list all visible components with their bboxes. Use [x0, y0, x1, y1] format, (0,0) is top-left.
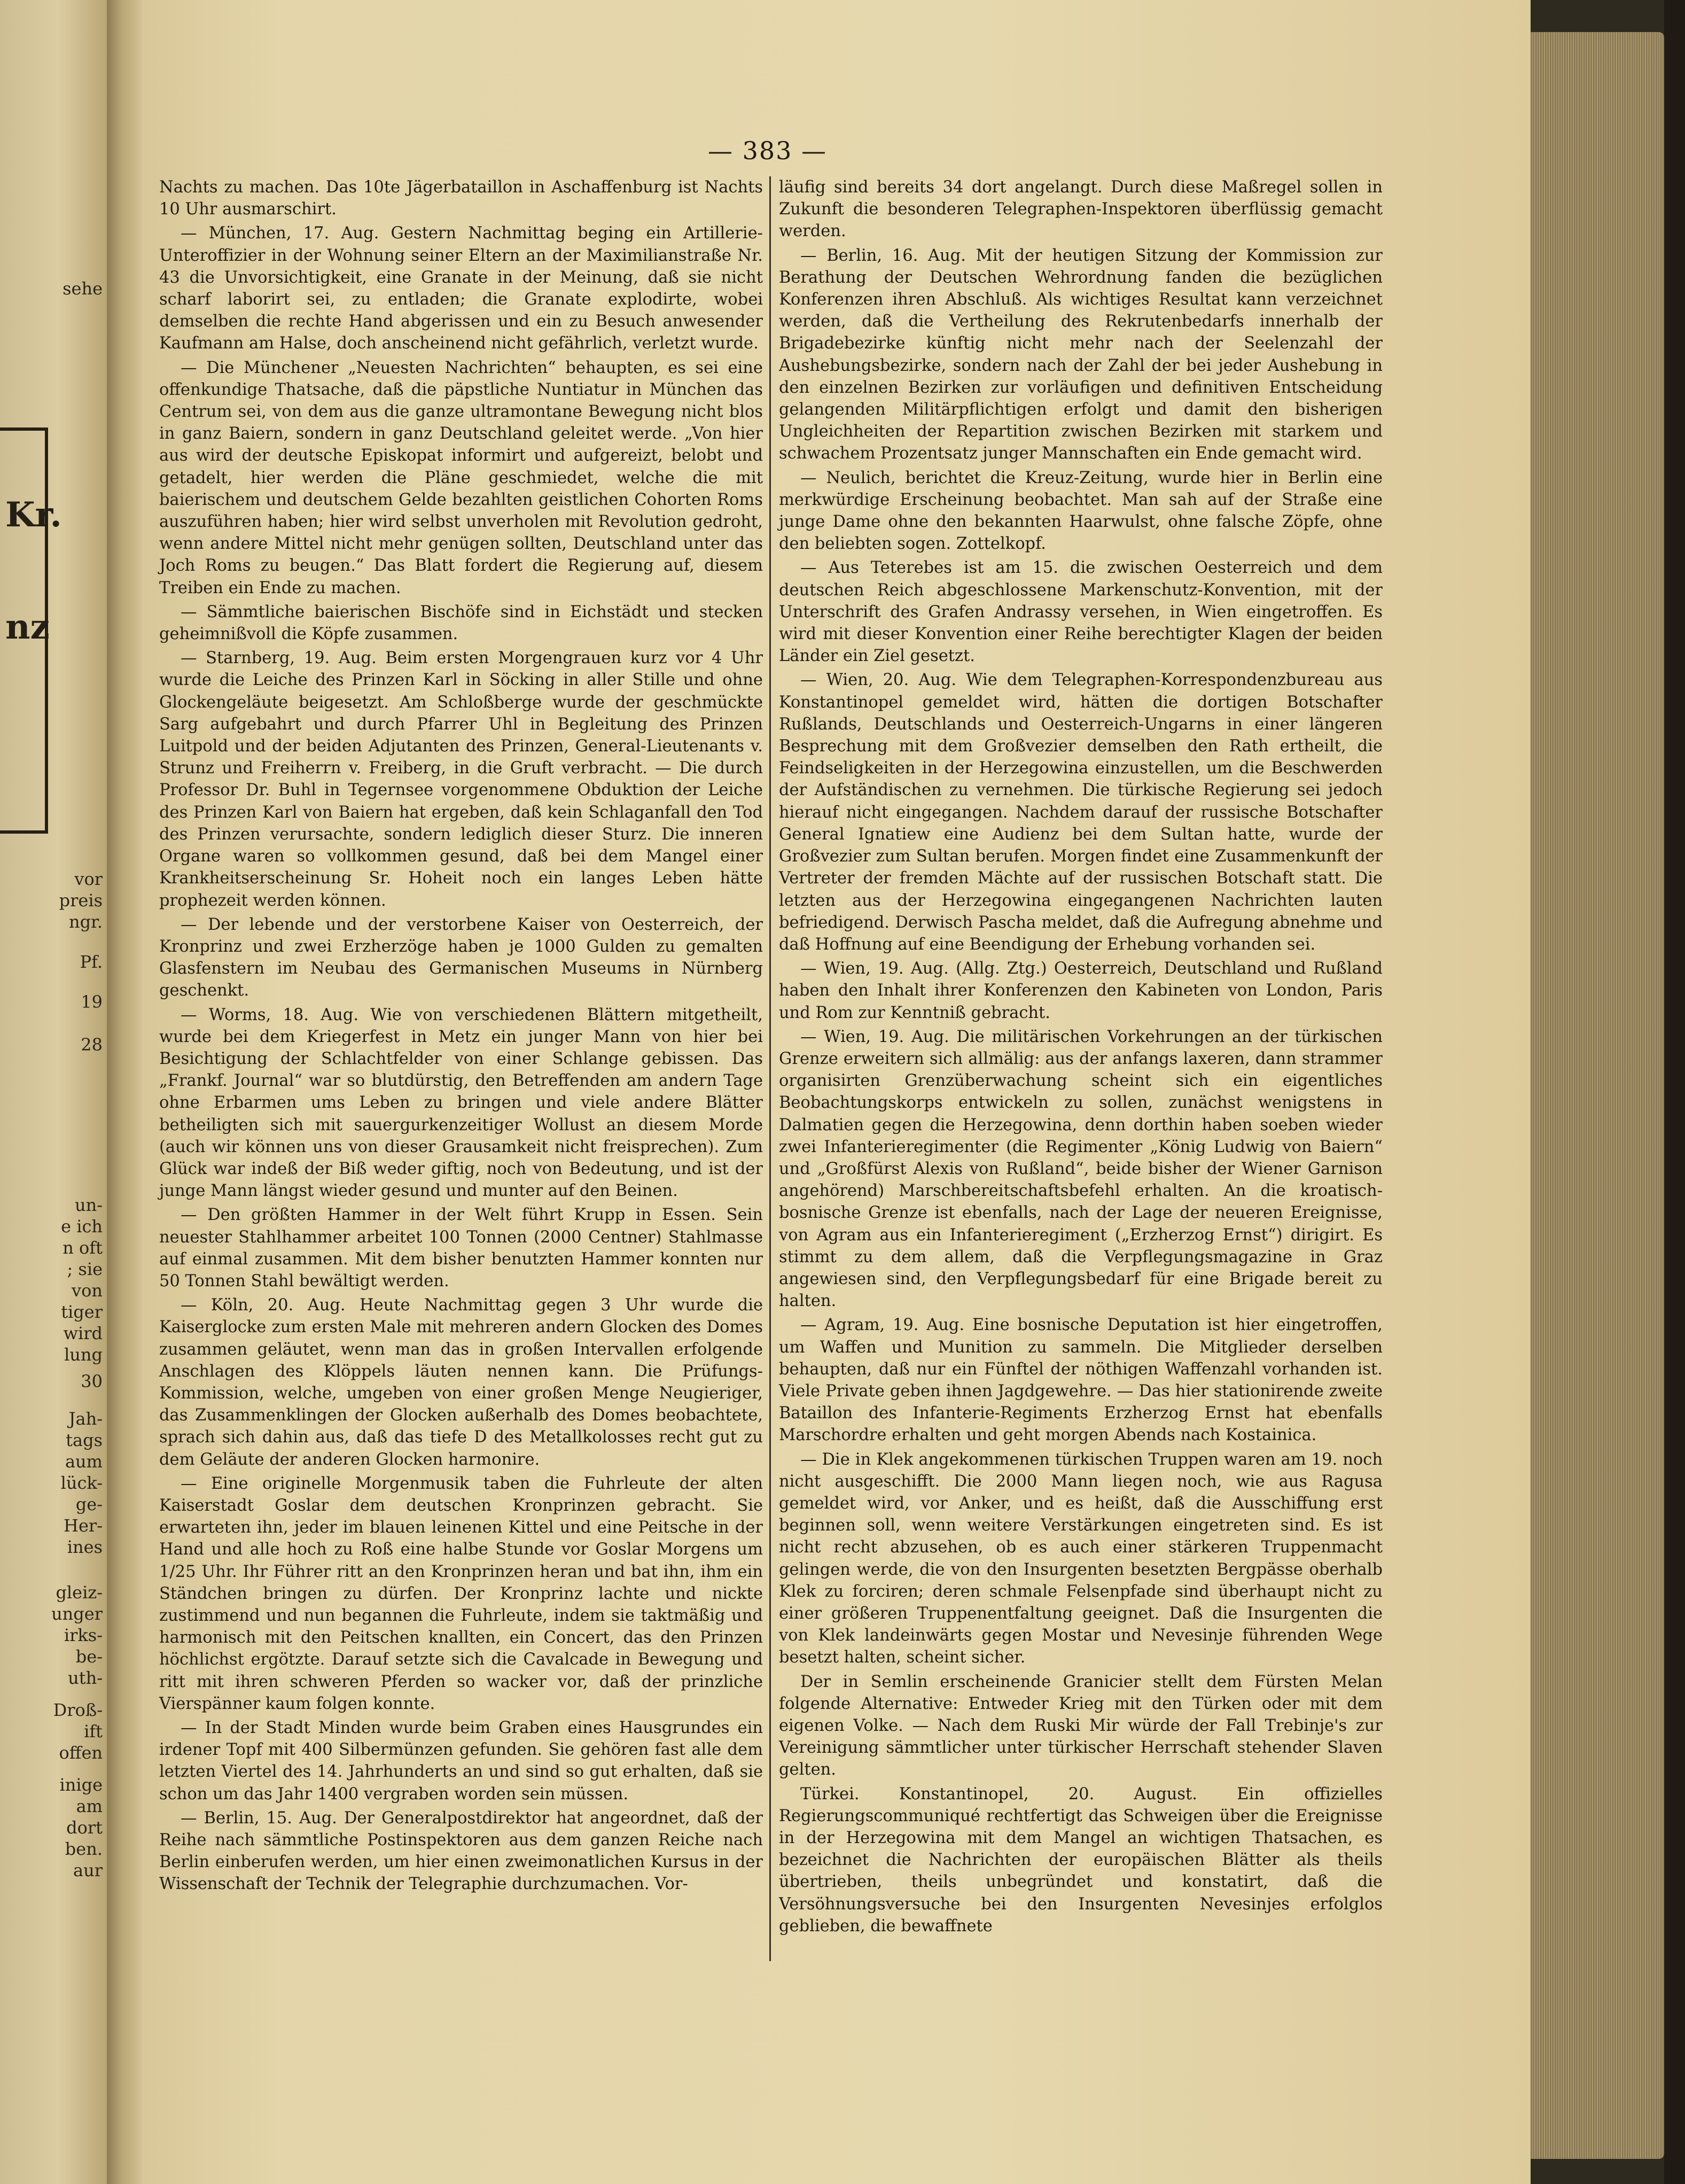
left-page-fragment: inige — [59, 1775, 103, 1795]
left-text-column — [159, 176, 763, 1898]
left-page-fragment: Droß- — [53, 1700, 103, 1720]
left-page-fragment: uth- — [68, 1668, 103, 1688]
article-paragraph: — Der lebende und der verstorbene Kaiser von Oesterreich, der Kronprinz und zwei Erzherzöge haben je 1000 Gulden zu gemalten Glasfenstern im Neubau des Germanischen Museums in Nürnberg geschenkt. — [159, 915, 763, 1000]
book-cover — [1664, 0, 1685, 2184]
left-fragment-box-1: Kr. — [5, 495, 62, 535]
article-paragraph: — Aus Teterebes ist am 15. die zwischen Oesterreich und dem deutschen Reich abgeschlossene Markenschutz-Konvention, mit der Unterschrift des Grafen Andrassy versehen, in Wien eingetroffen. Es wird mit dieser Konvention einer Reihe berechtigter Klagen der beiden Länder ein Ziel gesetzt. — [779, 558, 1383, 666]
left-page-fragment: lück- — [60, 1473, 103, 1493]
left-page-fragment: tiger — [61, 1302, 103, 1322]
left-page-fragment: preis — [59, 890, 103, 911]
left-page-fragment: n oft — [63, 1238, 103, 1258]
article-paragraph: — Berlin, 16. Aug. Mit der heutigen Sitzung der Kommission zur Berathung der Deutschen Wehrordnung fanden die bezüglichen Konferenzen ihren Abschluß. Als wichtiges Resultat kann verzeichnet werden, daß die Vertheilung des Rekrutenbedarfs innerhalb der Brigadebezirke künftig nicht mehr nach der Seelenzahl der Aushebungsbezirke, sondern nach der Zahl der bei jeder Aushebung in den einzelnen Bezirken zur vorläufigen und definitiven Entscheidung gelangenden Militärpflichtigen erfolgt und damit den bisherigen Ungleichheiten der Repartition zwischen Bezirken mit starkem und schwachem Prozentsatz junger Mannschaften ein Ende gemacht wird. — [779, 246, 1383, 463]
left-page-fragment: irks- — [64, 1625, 103, 1645]
left-page-fragment: ift — [84, 1721, 103, 1742]
article-paragraph: Der in Semlin erscheinende Granicier stellt dem Fürsten Melan folgende Alternative: Entweder Krieg mit den Türken oder mit dem eigenen Volke. — Nach dem Ruski Mir würde der Fall Trebinje's zur Vereinigung sämmtlicher unter türkischer Herrschaft stehender Slaven gelten. — [779, 1672, 1383, 1779]
article-paragraph: — Wien, 19. Aug. (Allg. Ztg.) Oesterreich, Deutschland und Rußland haben den Inhalt ihrer Konferenzen den Kabineten von London, Paris und Rom zur Kenntniß gebracht. — [779, 959, 1383, 1022]
article-paragraph: — Wien, 20. Aug. Wie dem Telegraphen-Korrespondenzbureau aus Konstantinopel gemeldet wird, hätten die dortigen Botschafter Rußlands, Deutschlands und Oesterreich-Ungarns in einer längeren Besprechung mit dem Großvezier demselben den Rath ertheilt, die Feindseligkeiten in der Herzegowina einzustellen, um die Beschwerden der Aufständischen zu vernehmen. Die türkische Regierung sei jedoch hierauf nicht eingegangen. Nachdem darauf der russische Botschafter General Ignatiew eine Audienz bei dem Sultan hatte, wurde der Großvezier zum Sultan berufen. Morgen findet eine Zusammenkunft der Vertreter der fremden Mächte auf der russischen Botschaft statt. Die letzten aus der Herzegowina eingegangenen Nachrichten lauten befriedigend. Derwisch Pascha meldet, daß die Aufregung abnehme und daß Hoffnung auf eine Beendigung der Erhebung vorhanden sei. — [779, 671, 1383, 954]
article-paragraph: — Die in Klek angekommenen türkischen Truppen waren am 19. noch nicht ausgeschifft. Die 2000 Mann liegen noch, wie aus Ragusa gemeldet wird, vor Anker, und es heißt, daß die Ausschiffung erst beginnen soll, wenn weitere Verstärkungen eingetreten sind. Es ist nicht recht abzusehen, ob es auch einer stärkeren Truppenmacht gelingen werde, die von den Insurgenten besetzten Bergpässe oberhalb Klek zu forciren; deren schmale Felsenpfade sind überhaupt nicht zu einer größeren Truppenentfaltung geeignet. Daß die Insurgenten die von Klek landeinwärts gegen Mostar und Nevesinje führenden Wege besetzt halten, scheint sicher. — [779, 1450, 1383, 1667]
left-page-fragment: Pf. — [80, 952, 103, 972]
left-page-fragment: von — [72, 1280, 103, 1301]
left-page-fragment: Jah- — [68, 1409, 103, 1429]
page-number: — 383 — — [708, 136, 828, 165]
article-paragraph: Nachts zu machen. Das 10te Jägerbataillon in Aschaffenburg ist Nachts 10 Uhr ausmarschirt. — [159, 178, 763, 219]
left-page-bordered-box — [0, 428, 62, 834]
column-divider — [769, 176, 771, 1961]
left-page-fragment: wird — [63, 1323, 103, 1343]
article-paragraph: — Worms, 18. Aug. Wie von verschiedenen Blättern mitgetheilt, wurde bei dem Kriegerfest in Metz ein junger Mann von hier bei Besichtigung der Schlachtfelder von einer Schlange gebissen. Das „Frankf. Journal“ war so blutdürstig, den Betreffenden am andern Tage ohne Erbarmen ums Leben zu bringen und viele andere Blätter betheiligten sich mit sauergurkenzeitiger Wollust an diesem Morde (auch wir können uns von dieser Grausamkeit nicht freisprechen). Zum Glück war indeß der Biß weder giftig, noch von Bedeutung, und ist der junge Mann längst wieder gesund und munter auf den Beinen. — [159, 1005, 763, 1201]
left-page — [0, 0, 107, 2184]
article-paragraph: — Eine originelle Morgenmusik taben die Fuhrleute der alten Kaiserstadt Goslar dem deutschen Kronprinzen gebracht. Sie erwarteten ihn, jeder im blauen leinenen Kittel und eine Peitsche in der Hand und alle hoch zu Roß eine halbe Stunde vor Goslar Morgens um 1/25 Uhr. Ihr Führer ritt an den Kronprinzen heran und bat ihn, ihm ein Ständchen bringen zu dürfen. Der Kronprinz lachte und nickte zustimmend und nun begannen die Fuhrleute, indem sie taktmäßig und harmonisch mit den Peitschen knallten, ein Concert, das den Prinzen höchlichst ergötzte. Darauf setzte sich die Cavalcade in Bewegung und ritt mit ihren schweren Pferden so wacker vor, daß der prinzliche Vierspänner kaum folgen konnte. — [159, 1474, 763, 1713]
left-page-fragment: Her- — [64, 1515, 103, 1536]
right-text-column — [779, 176, 1383, 1939]
article-paragraph: — Köln, 20. Aug. Heute Nachmittag gegen 3 Uhr wurde die Kaiserglocke zum ersten Male mit mehreren andern Glocken des Domes zusammen geläutet, wenn man das in großen Intervallen erfolgende Anschlagen des Klöppels läuten nennen kann. Die Prüfungs-Kommission, welche, umgeben von einer großen Menge Neugieriger, das Zusammenklingen der Glocken außerhalb des Domes beobachtete, sprach sich dahin aus, daß das tiefe D des Metallkolosses recht gut zu dem Geläute der anderen Glocken harmonire. — [159, 1296, 763, 1469]
article-paragraph: — Wien, 19. Aug. Die militärischen Vorkehrungen an der türkischen Grenze erweitern sich allmälig: aus der anfangs laxeren, dann strammer organisirten Grenzüberwachung scheint sich ein eigentliches Beobachtungskorps entwickeln zu sollen, zunächst wenigstens in Dalmatien gegen die Herzegowina, denn dorthin haben soeben wieder zwei Infanterieregimenter (die Regimenter „König Ludwig von Baiern“ und „Großfürst Alexis von Rußland“, beide bisher der Wiener Garnison angehörend) Marschbereitschaftsbefehl erhalten. An die kroatisch-bosnische Grenze ist ebenfalls, nach der Lage der neueren Ereignisse, von Agram aus ein Infanterieregiment („Erzherzog Ernst“) dirigirt. Es stimmt zu dem allem, daß die Verpflegungsmagazine in Graz angewiesen sind, den Verpflegungsbedarf für eine Brigade bereit zu halten. — [779, 1027, 1383, 1311]
left-page-fragment: am — [76, 1796, 103, 1816]
article-paragraph: — München, 17. Aug. Gestern Nachmittag beging ein Artillerie-Unteroffizier in der Wohnung seiner Eltern an der Maximilianstraße Nr. 43 die Unvorsichtigkeit, eine Granate in der Meinung, daß sie nicht scharf laborirt sei, zu entladen; die Granate explodirte, wobei demselben die rechte Hand abgerissen und ein zu Besuch anwesender Kaufmann am Halse, doch anscheinend nicht gefährlich, verletzt wurde. — [159, 224, 763, 353]
left-page-fragment: ngr. — [68, 912, 103, 932]
left-page-fragment: vor — [74, 869, 103, 889]
left-page-fragment: lung — [64, 1344, 103, 1365]
article-paragraph: — Sämmtliche baierischen Bischöfe sind in Eichstädt und stecken geheimnißvoll die Köpfe zusammen. — [159, 602, 763, 644]
left-page-fragment: tags — [66, 1430, 103, 1450]
article-paragraph: Türkei. Konstantinopel, 20. August. Ein offizielles Regierungscommuniqué rechtfertigt das Schweigen über die Ereignisse in der Herzegowina mit dem Mangel an wichtigen Thatsachen, es bezeichnet die Nachrichten der europäischen Blätter als theils übertrieben, theils unbegründet und konstatirt, daß die Versöhnungsversuche bei den Insurgenten Nevesinjes erfolglos geblieben, die bewaffnete — [779, 1784, 1383, 1936]
article-paragraph: — Starnberg, 19. Aug. Beim ersten Morgengrauen kurz vor 4 Uhr wurde die Leiche des Prinzen Karl in Söcking in aller Stille und ohne Glockengeläute beigesetzt. Am Schloßberge wurde der geschmückte Sarg aufgebahrt und durch Pfarrer Uhl in Begleitung des Prinzen Luitpold und der beiden Adjutanten des Prinzen, General-Lieutenants v. Strunz und Freiherrn v. Freiberg, in die Gruft verbracht. — Die durch Professor Dr. Buhl in Tegernsee vorgenommene Obduktion der Leiche des Prinzen Karl von Baiern hat ergeben, daß kein Schlaganfall den Tod des Prinzen verursachte, sondern lediglich dieser Sturz. Die inneren Organe waren so vollkommen gesund, daß bei dem Mangel einer Krankheitserscheinung Sr. Hoheit noch ein langes Leben hätte prophezeit werden können. — [159, 649, 763, 910]
article-paragraph: — In der Stadt Minden wurde beim Graben eines Hausgrundes ein irdener Topf mit 400 Silbermünzen gefunden. Sie gehören fast alle dem letzten Viertel des 14. Jahrhunderts an und sind so gut erhalten, daß sie schon um das Jahr 1400 vergraben worden sein müssen. — [159, 1719, 763, 1804]
book-gutter — [107, 0, 144, 2184]
left-page-fragment: un- — [74, 1195, 103, 1215]
left-page-fragment: be- — [75, 1646, 103, 1667]
left-page-fragment: 28 — [81, 1035, 103, 1055]
article-paragraph: — Berlin, 15. Aug. Der Generalpostdirektor hat angeordnet, daß der Reihe nach sämmtliche Postinspektoren aus dem ganzen Reiche nach Berlin einberufen werden, um hier einen zweimonatlichen Kursus in der Wissenschaft der Technik der Telegraphie durchzumachen. Vor- — [159, 1808, 763, 1894]
left-page-fragment: offen — [59, 1743, 103, 1763]
left-page-fragment: ines — [67, 1537, 103, 1557]
page-edge — [1531, 32, 1664, 2159]
article-paragraph: — Agram, 19. Aug. Eine bosnische Deputation ist hier eingetroffen, um Waffen und Munition zu sammeln. Die Mitglieder derselben behaupten, daß nur ein Fünftel der nöthigen Waffenzahl vorhanden ist. Viele Private geben ihnen Jagdgewehre. — Das hier stationirende zweite Bataillon des Infanterie-Regiments Erzherzog Ernst hat ebenfalls Marschordre erhalten und geht morgen Abends nach Kostainica. — [779, 1316, 1383, 1445]
left-page-fragment: 30 — [81, 1371, 103, 1392]
left-page-fragment: ; sie — [67, 1259, 103, 1279]
left-page-fragment: ge- — [75, 1494, 103, 1514]
left-page-fragment: aum — [65, 1451, 103, 1472]
left-page-fragment: 19 — [81, 992, 103, 1012]
article-paragraph: — Die Münchener „Neuesten Nachrichten“ behaupten, es sei eine offenkundige Thatsache, daß die päpstliche Nuntiatur in München das Centrum sei, von dem aus die ganze ultramontane Bewegung nicht blos in ganz Baiern, sondern in ganz Deutschland geleitet werde. „Von hier aus wird der deutsche Episkopat informirt und aufgereizt, belobt und getadelt, hier werden die Pläne geschmiedet, welche die mit baierischem und deutschem Gelde bezahlten geistlichen Cohorten Roms auszuführen haben; hier wird selbst unverholen mit Revolution gedroht, wenn andere Mittel nicht mehr genügen sollten, Deutschland unter das Joch Roms zu beugen.“ Das Blatt fordert die Regierung auf, diesem Treiben ein Ende zu machen. — [159, 358, 763, 597]
left-page-fragment: aur — [73, 1860, 103, 1880]
left-page-fragment: sehe — [63, 278, 103, 299]
left-page-fragment: unger — [51, 1604, 103, 1624]
left-fragment-box-2: nz — [5, 607, 50, 647]
left-page-fragment: gleiz- — [56, 1582, 103, 1603]
article-paragraph: — Neulich, berichtet die Kreuz-Zeitung, wurde hier in Berlin eine merkwürdige Erscheinung beobachtet. Man sah auf der Straße eine junge Dame ohne den bekannten Haarwulst, ohne falsche Zöpfe, ohne den beliebten sogen. Zottelkopf. — [779, 468, 1383, 554]
left-page-fragment: e ich — [61, 1216, 103, 1237]
left-page-fragment: ben. — [65, 1839, 103, 1859]
left-page-fragment: dort — [66, 1817, 103, 1838]
article-paragraph: läufig sind bereits 34 dort angelangt. Durch diese Maßregel sollen in Zukunft die besonderen Telegraphen-Inspektoren überflüssig gemacht werden. — [779, 178, 1383, 241]
article-paragraph: — Den größten Hammer in der Welt führt Krupp in Essen. Sein neuester Stahlhammer arbeitet 100 Tonnen (2000 Centner) Stahlmasse auf einmal zusammen. Mit dem bisher benutzten Hammer konnten nur 50 Tonnen Stahl bewältigt werden. — [159, 1206, 763, 1291]
